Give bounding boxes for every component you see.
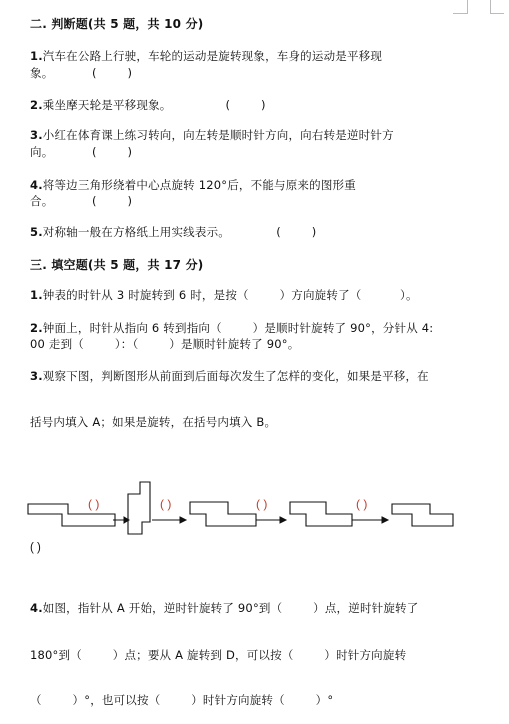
s3-q4-line3: （ ）°，也可以按（ ）时针方向旋转（ ）°	[30, 693, 334, 707]
figure-paren-1: ( )	[88, 497, 100, 511]
s2-q1-line1	[30, 48, 382, 64]
s2-q4-num: 4.	[30, 178, 43, 192]
s3-q4-line1	[30, 600, 418, 616]
s2-q2-text: 乘坐摩天轮是平移现象。 ( )	[42, 98, 266, 112]
s2-q4-line2: 合。 ( )	[30, 194, 133, 208]
page-corner-mark-right-h	[490, 13, 504, 14]
s3-q1-text: 钟表的时针从 3 时旋转到 6 时，是按（ ）方向旋转了（ ）。	[42, 288, 418, 302]
s2-q3-line2: 向。 ( )	[30, 145, 133, 159]
shape-5	[392, 504, 453, 526]
s2-q1-text: 汽车在公路上行驶，车轮的运动是旋转现象，车身的运动是平移现	[42, 49, 383, 63]
s3-q2-text: 钟面上，时针从指向 6 转到指向（ ）是顺时针旋转了 90°，分针从 4:	[42, 321, 434, 335]
s2-q4-text: 将等边三角形绕着中心点旋转 120°后，不能与原来的图形重	[42, 178, 356, 192]
s3-q3-num: 3.	[30, 369, 43, 383]
s3-q4-line2: 180°到（ ）点；要从 A 旋转到 D，可以按（ ）时针方向旋转	[30, 648, 407, 662]
s2-q1-num: 1.	[30, 49, 43, 63]
s3-q3-line2: 括号内填入 A；如果是旋转，在括号内填入 B。	[30, 415, 277, 429]
page-corner-mark-right	[490, 0, 491, 14]
s2-q3-text: 小红在体育课上练习转向，向左转是顺时针方向，向右转是逆时针方	[42, 128, 394, 142]
figure-paren-2: ( )	[160, 497, 172, 511]
s2-q2-line1	[30, 97, 266, 113]
page-corner-mark-left	[467, 0, 468, 14]
figure-answer-paren: ( )	[30, 542, 41, 554]
arrow-2-head	[180, 517, 186, 523]
section3-heading: 三. 填空题(共 5 题，共 17 分)	[30, 258, 204, 272]
s3-q4-num: 4.	[30, 601, 43, 615]
s3-q2-line1	[30, 320, 433, 336]
s2-q3-line1	[30, 127, 394, 143]
shape-3	[190, 502, 256, 526]
s2-q3-num: 3.	[30, 128, 43, 142]
arrow-4-head	[382, 517, 388, 523]
shape-1	[28, 504, 115, 526]
s3-q2-num: 2.	[30, 321, 43, 335]
shape-2	[128, 482, 150, 534]
shape-sequence-figure	[20, 478, 460, 558]
s2-q5-line1	[30, 224, 316, 240]
s3-q2-line2: 00 走到（ ）：（ ）是顺时针旋转了 90°。	[30, 337, 300, 351]
s2-q5-num: 5.	[30, 225, 43, 239]
figure-paren-3: ( )	[256, 497, 268, 511]
s2-q5-text: 对称轴一般在方格纸上用实线表示。 ( )	[42, 225, 317, 239]
s3-q1-num: 1.	[30, 288, 43, 302]
s3-q4-text: 如图，指针从 A 开始，逆时针旋转了 90°到（ ）点，逆时针旋转了	[42, 601, 419, 615]
arrow-3-head	[280, 517, 286, 523]
s3-q3-line1	[30, 368, 429, 384]
s3-q3-text: 观察下图，判断图形从前面到后面每次发生了怎样的变化，如果是平移，在	[42, 369, 429, 383]
s2-q4-line1	[30, 177, 356, 193]
s2-q1-line2: 象。 ( )	[30, 66, 133, 80]
page-corner-mark-left-h	[453, 13, 467, 14]
s3-q1-line1	[30, 287, 418, 303]
figure-paren-4: ( )	[356, 497, 368, 511]
shape-4	[290, 502, 352, 526]
section2-heading: 二. 判断题(共 5 题，共 10 分)	[30, 17, 204, 31]
s2-q2-num: 2.	[30, 98, 43, 112]
